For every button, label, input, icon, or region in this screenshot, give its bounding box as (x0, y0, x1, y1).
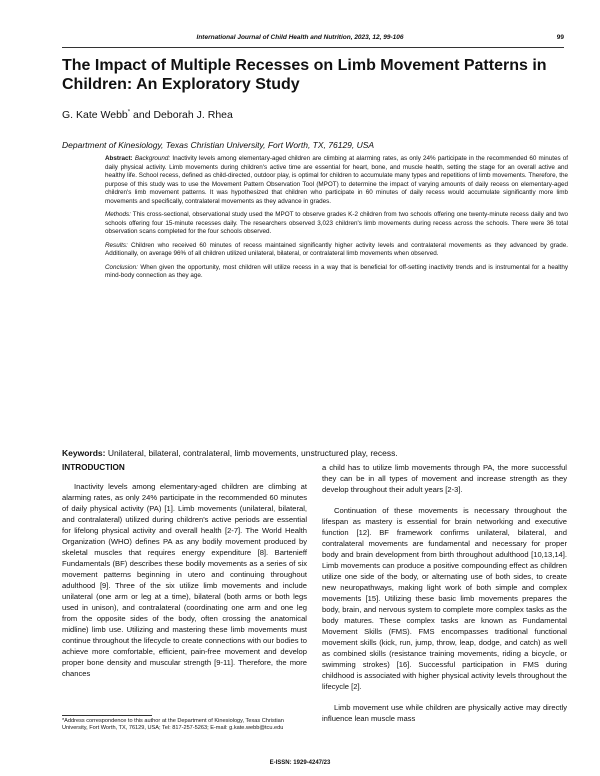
running-header: International Journal of Child Health and Nutrition, 2023, 12, 99-106 (196, 34, 404, 41)
results-text: Children who received 60 minutes of recess maintained significantly higher activity levels and contralateral movements as they advanced by grade. Additionally, on average 96% of all children utilized unilateral, bilateral, or contralateral limb movements when observed. (105, 241, 568, 257)
methods-label: Methods: (105, 211, 131, 218)
section-heading-introduction: INTRODUCTION (62, 463, 125, 472)
abstract-conclusion (105, 264, 568, 281)
abstract (105, 155, 568, 286)
background-text: Inactivity levels among elementary-aged children are climbing at alarming rates, as only 24% participate in the recommended 60 minutes of daily physical activity. Limb movements during children's active time are essential for heart, bone, and muscle health, setting the stage for an overall active and healthy life. School recess, defined as child-directed, outdoor play, is optimal for children to accumulate many types and repetitions of limb movements. Therefore, the purpose of this study was to use the Movement Pattern Observation Tool (MPOT) to determine the impact of varying amounts of daily recess on elementary-aged children's limb movement patterns. It was hypothesized that children who participate in 60 minutes of daily recess would accumulate significantly more limb movements and specifically, contralateral movements as they advance in grades. (105, 155, 569, 205)
keywords-label: Keywords: (62, 448, 106, 458)
author-line (62, 109, 233, 121)
footnote-rule (62, 715, 152, 716)
results-label: Results: (105, 241, 128, 249)
issn: E-ISSN: 1929-4247/23 (269, 760, 331, 766)
header-rule (62, 47, 564, 48)
abstract-label: Abstract: (105, 155, 133, 162)
page-number: 99 (556, 34, 564, 41)
correspondence-footnote: *Address correspondence to this author at the Department of Kinesiology, Texas Christian University, Fort Worth, TX, 76129, USA; Tel: 817-257-5263; E-mail: g.kate.webb@tcu.edu (62, 718, 284, 731)
corresponding-mark: * (127, 109, 131, 116)
intro-paragraph-2: Continuation of these movements is necessary throughout the lifespan as mastery is essential for brain networking and executive function [12]. BF framework confirms unilateral, bilateral, and contralateral movements are fundamental and necessary for proper body and brain development from birth throughout adulthood [10,13,14]. Limb movements can produce a positive compounding effect as children utilize one side of the body, or alternating use of both sides, to create new neuropathways, making light work of both simple and complex movements [15]. Utilizing these basic limb movements prepares the body, brain, and nervous system to complete more complex tasks as the body matures. These complex tasks are known as Fundamental Movement Skills (FMS). FMS encompasses traditional functional movement skills (kick, run, jump, throw, leap, dodge, and catch) as well as combined skills (resistance training movements, riding a bicycle, or swimming strokes) [16]. Successful participation in FMS during childhood is associated with higher physical activity levels throughout the lifecycle [2]. (322, 506, 567, 691)
intro-paragraph-1: Inactivity levels among elementary-aged children are climbing at alarming rates, as only 24% participate in the recommended 60 minutes of daily physical activity (PA) [1]. Limb movements (unilateral, bilateral, and contralateral) utilized during children's active periods are essential for lifelong physical activity and overall health [2-7]. The World Health Organization (WHO) defines PA as any bodily movement produced by skeletal muscles that requires energy expenditure [8]. Bartenieff Fundamentals (BF) describes these bodily movements as a series of six movement patterns beginning in utero and continuing throughout adulthood [9]. Three of the six utilize limb movements and include unilateral (one arm or leg at a time), bilateral (both arms or both legs used in unison), and contralateral (coordinating one arm and one leg from the opposite sides of the body, often crossing the anatomical midline) limb use. Utilizing and mastering these limb movements must continue throughout the lifecycle to create connections with our bodies to achieve more comfortable, efficient, pain-free movement and develop proper bone density and muscular strength [9-11]. Therefore, the more chances (62, 482, 307, 678)
keywords (62, 448, 398, 458)
methods-text: This cross-sectional, observational study used the MPOT to observe grades K-2 children from two schools offering one twenty-minute recess daily and two schools offering four 15-minute recesses daily. The researchers observed 3,023 children's limb movements during recess across the schools. There were 36 total observation scans completed for the four schools observed. (105, 211, 568, 235)
conclusion-text: When given the opportunity, most children will utilize recess in a way that is beneficial for off-setting inactivity trends and is instrumental for a healthy mind-body connection as they age. (105, 263, 569, 279)
abstract-results (105, 242, 568, 259)
affiliation: Department of Kinesiology, Texas Christian University, Fort Worth, TX, 76129, USA (62, 140, 375, 150)
intro-paragraph-1-continued: a child has to utilize limb movements through PA, the more successful they can be in all types of movement and increase strength as they develop throughout their adult years [2-3]. (322, 463, 567, 494)
abstract-background (105, 155, 568, 206)
body-column-left (62, 462, 307, 689)
keywords-text: Unilateral, bilateral, contralateral, limb movements, unstructured play, recess. (105, 448, 398, 458)
background-label: Background: (134, 155, 171, 162)
conclusion-label: Conclusion: (105, 263, 138, 271)
abstract-methods (105, 211, 568, 237)
body-column-right (322, 462, 567, 734)
paper-title: The Impact of Multiple Recesses on Limb Movement Patterns in Children: An Exploratory Study (62, 57, 547, 93)
intro-paragraph-3: Limb movement use while children are physically active may directly influence lean muscle mass (322, 703, 567, 723)
author-1: G. Kate Webb (62, 109, 128, 121)
author-2: and Deborah J. Rhea (130, 109, 233, 121)
